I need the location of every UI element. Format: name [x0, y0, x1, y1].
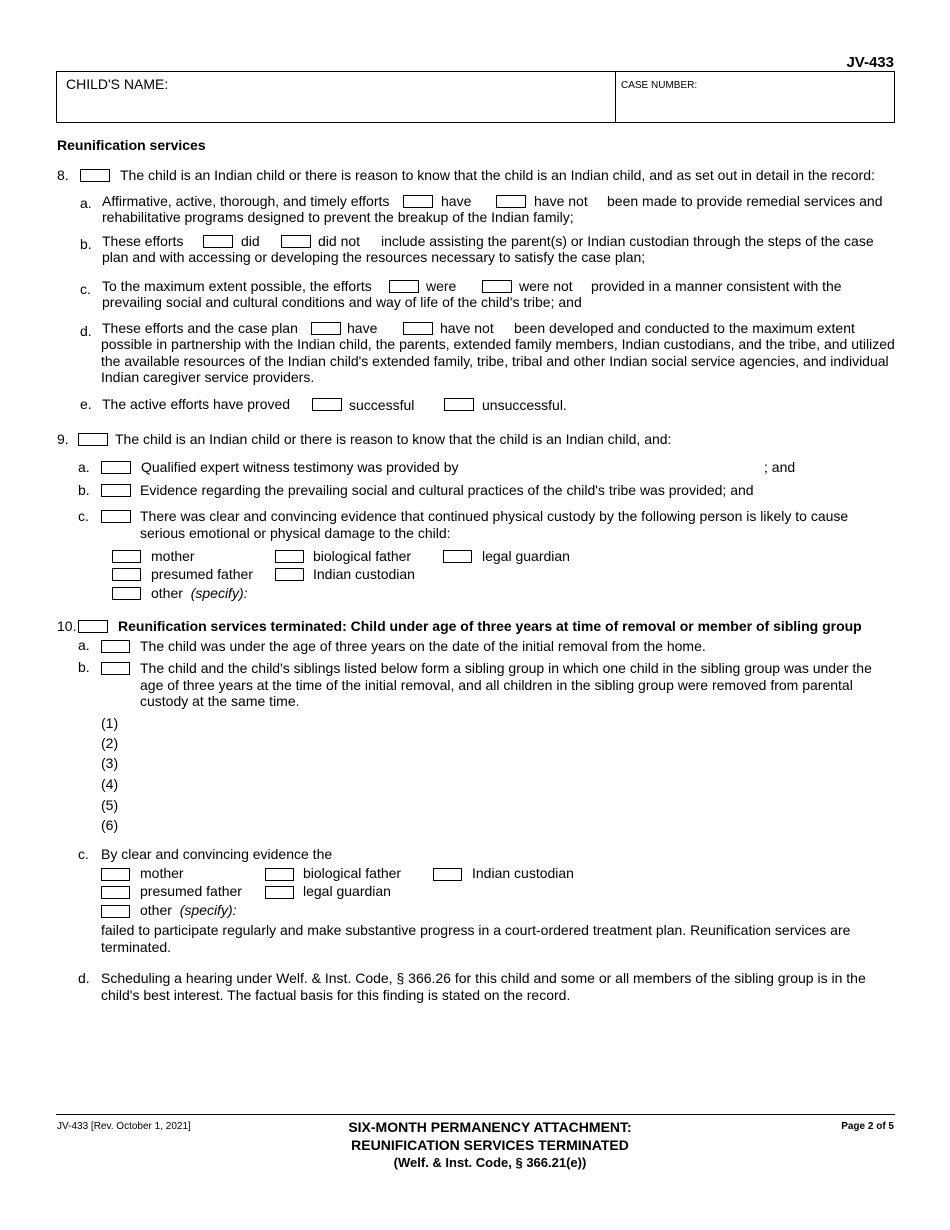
item8b-did-checkbox[interactable] [203, 235, 233, 248]
case-number-label: CASE NUMBER: [621, 80, 698, 91]
case-number-field[interactable] [616, 72, 894, 122]
item8b-did-label: did [241, 233, 260, 249]
item10b-letter: b. [78, 659, 90, 675]
item10-number: 10. [57, 618, 77, 634]
item10-legal-guardian-label: legal guardian [303, 883, 391, 899]
item8a-pre: Affirmative, active, thorough, and timely efforts [102, 193, 390, 209]
footer-title-line1: SIX-MONTH PERMANENCY ATTACHMENT: [348, 1119, 632, 1135]
item8-checkbox[interactable] [80, 169, 110, 182]
item8d-post: been developed and conducted to the maximum extent [514, 320, 855, 336]
item10-mother-checkbox[interactable] [101, 868, 130, 881]
item8d-pre: These efforts and the case plan [102, 320, 298, 336]
item9b-text: Evidence regarding the prevailing social and cultural practices of the child's tribe was provided; and [140, 482, 754, 498]
sibling-list-item: (5) [101, 797, 119, 813]
item10-mother-label: mother [140, 865, 184, 881]
item10c-letter: c. [78, 846, 89, 862]
item8a-line2: rehabilitative programs designed to prevent the breakup of the Indian family; [102, 209, 574, 225]
item9a-checkbox[interactable] [101, 461, 131, 474]
item8a-letter: a. [80, 195, 92, 211]
footer-title-line3: (Welf. & Inst. Code, § 366.21(e)) [393, 1155, 587, 1170]
item10d-letter: d. [78, 970, 90, 986]
footer-title [275, 1118, 705, 1172]
item10-presumed-father-label: presumed father [140, 883, 242, 899]
item9-other-text: other [151, 585, 183, 601]
item8-number: 8. [57, 167, 69, 183]
item10-other-checkbox[interactable] [101, 905, 130, 918]
item10a-text: The child was under the age of three years on the date of the initial removal from the home. [140, 638, 706, 654]
item8a-have-not-label: have not [534, 193, 588, 209]
sibling-list-item: (6) [101, 817, 119, 833]
item10b-checkbox[interactable] [101, 662, 130, 675]
childs-name-field[interactable] [57, 72, 616, 122]
item10-indian-custodian-label: Indian custodian [472, 865, 574, 881]
item8a-post: been made to provide remedial services and [607, 193, 883, 209]
item9-legal-guardian-checkbox[interactable] [443, 550, 472, 563]
item8a-have-label: have [441, 193, 472, 209]
sibling-list-item: (1) [101, 715, 119, 731]
item9c-letter: c. [78, 508, 89, 524]
item9-other-label [151, 585, 248, 602]
item8d-have-not-checkbox[interactable] [403, 322, 433, 335]
sibling-list-item: (4) [101, 776, 119, 792]
item9a-text: Qualified expert witness testimony was provided by [141, 459, 459, 475]
item9b-checkbox[interactable] [101, 484, 131, 497]
sibling-list-item: (3) [101, 755, 119, 771]
item9-legal-guardian-label: legal guardian [482, 548, 570, 564]
item10-other-label [140, 902, 237, 919]
item9a-letter: a. [78, 459, 90, 475]
item9c-text: There was clear and convincing evidence that continued physical custody by the following person is likely to cause serious emotional or physical damage to the child: [140, 508, 849, 541]
item9-biological-father-label: biological father [313, 548, 412, 564]
item8e-unsuccessful-checkbox[interactable] [444, 398, 474, 411]
item8d-rest: possible in partnership with the Indian child, the parents, extended family members, Indian custodians, and the tribe, and utilized the available resources of the Indian child's extended family, tribe, tribal and other Indian social service agencies, and individual Indian caregiver service providers. [101, 336, 895, 385]
item9-indian-custodian-label: Indian custodian [313, 566, 415, 582]
item9-presumed-father-label: presumed father [151, 566, 253, 582]
item8b-post: include assisting the parent(s) or Indian custodian through the steps of the case [381, 233, 874, 249]
footer-page-number: Page 2 of 5 [841, 1121, 894, 1132]
item10a-letter: a. [78, 637, 90, 653]
item9-text: The child is an Indian child or there is reason to know that the child is an Indian child, and: [115, 431, 672, 447]
item8-text: The child is an Indian child or there is reason to know that the child is an Indian child, and as set out in detail in the record: [120, 167, 875, 183]
item8b-pre: These efforts [102, 233, 184, 249]
item9-mother-checkbox[interactable] [112, 550, 141, 563]
item8c-were-checkbox[interactable] [389, 280, 419, 293]
item8c-line2: prevailing social and cultural conditions and way of life of the child's tribe; and [102, 294, 582, 310]
footer-rev: JV-433 [Rev. October 1, 2021] [57, 1121, 191, 1132]
item8c-were-not-checkbox[interactable] [482, 280, 512, 293]
item8d-have-label: have [347, 320, 378, 336]
item10-presumed-father-checkbox[interactable] [101, 886, 130, 899]
item9c-checkbox[interactable] [101, 510, 131, 523]
item10a-checkbox[interactable] [101, 640, 130, 653]
item9-number: 9. [57, 431, 69, 447]
item8c-pre: To the maximum extent possible, the efforts [102, 278, 372, 294]
item10-other-text: other [140, 902, 172, 918]
item8d-have-not-label: have not [440, 320, 494, 336]
item10-other-specify: (specify): [179, 902, 237, 918]
item8d-letter: d. [80, 323, 92, 339]
item8a-have-not-checkbox[interactable] [496, 195, 526, 208]
item8b-did-not-label: did not [318, 233, 361, 249]
header-box [56, 71, 895, 123]
item9-biological-father-checkbox[interactable] [275, 550, 304, 563]
item8e-successful-label: successful [349, 397, 415, 413]
item9b-letter: b. [78, 482, 90, 498]
item9-indian-custodian-checkbox[interactable] [275, 568, 304, 581]
item8e-pre: The active efforts have proved [102, 396, 291, 412]
item9-other-specify: (specify): [190, 585, 248, 601]
item8a-have-checkbox[interactable] [403, 195, 433, 208]
item9-mother-label: mother [151, 548, 195, 564]
item10-biological-father-checkbox[interactable] [265, 868, 294, 881]
item10-indian-custodian-checkbox[interactable] [433, 868, 462, 881]
sibling-list-item: (2) [101, 735, 119, 751]
item8c-were-not-label: were not [519, 278, 573, 294]
item8c-were-label: were [426, 278, 457, 294]
item10c-text: By clear and convincing evidence the [101, 846, 333, 862]
footer-rule [56, 1114, 895, 1115]
item10-biological-father-label: biological father [303, 865, 402, 881]
item8e-letter: e. [80, 396, 92, 412]
footer-title-line2: REUNIFICATION SERVICES TERMINATED [351, 1137, 629, 1153]
item8e-successful-checkbox[interactable] [312, 398, 342, 411]
item9a-suffix: ; and [764, 459, 796, 475]
item10-legal-guardian-checkbox[interactable] [265, 886, 294, 899]
item8b-line2: plan and with accessing or developing the resources necessary to satisfy the case plan; [102, 249, 646, 265]
childs-name-label: CHILD'S NAME: [66, 76, 169, 92]
item10d-text: Scheduling a hearing under Welf. & Inst. Code, § 366.26 for this child and some or all members of the sibling group is in the child's best interest. The factual basis for this finding is stated on the record. [101, 970, 866, 1003]
item10c-after: failed to participate regularly and make substantive progress in a court-ordered treatment plan. Reunification services are terminated. [101, 922, 851, 955]
item8d-have-checkbox[interactable] [311, 322, 341, 335]
item9-checkbox[interactable] [78, 433, 108, 446]
item8b-did-not-checkbox[interactable] [281, 235, 311, 248]
item8e-unsuccessful-label: unsuccessful. [482, 397, 567, 413]
item8b-letter: b. [80, 236, 92, 252]
item8c-post: provided in a manner consistent with the [591, 278, 842, 294]
item9-presumed-father-checkbox[interactable] [112, 568, 141, 581]
section-title: Reunification services [57, 137, 206, 153]
form-id: JV-433 [846, 54, 894, 71]
item9-other-checkbox[interactable] [112, 587, 141, 600]
item10-title: Reunification services terminated: Child under age of three years at time of removal or member of sibling group [118, 618, 862, 634]
item8c-letter: c. [80, 281, 91, 297]
item10b-text: The child and the child's siblings listed below form a sibling group in which one child in the sibling group was under the age of three years at the time of the initial removal, and all children in the sibling group were removed from parental custody at the same time. [140, 660, 872, 709]
item10-checkbox[interactable] [78, 620, 108, 633]
